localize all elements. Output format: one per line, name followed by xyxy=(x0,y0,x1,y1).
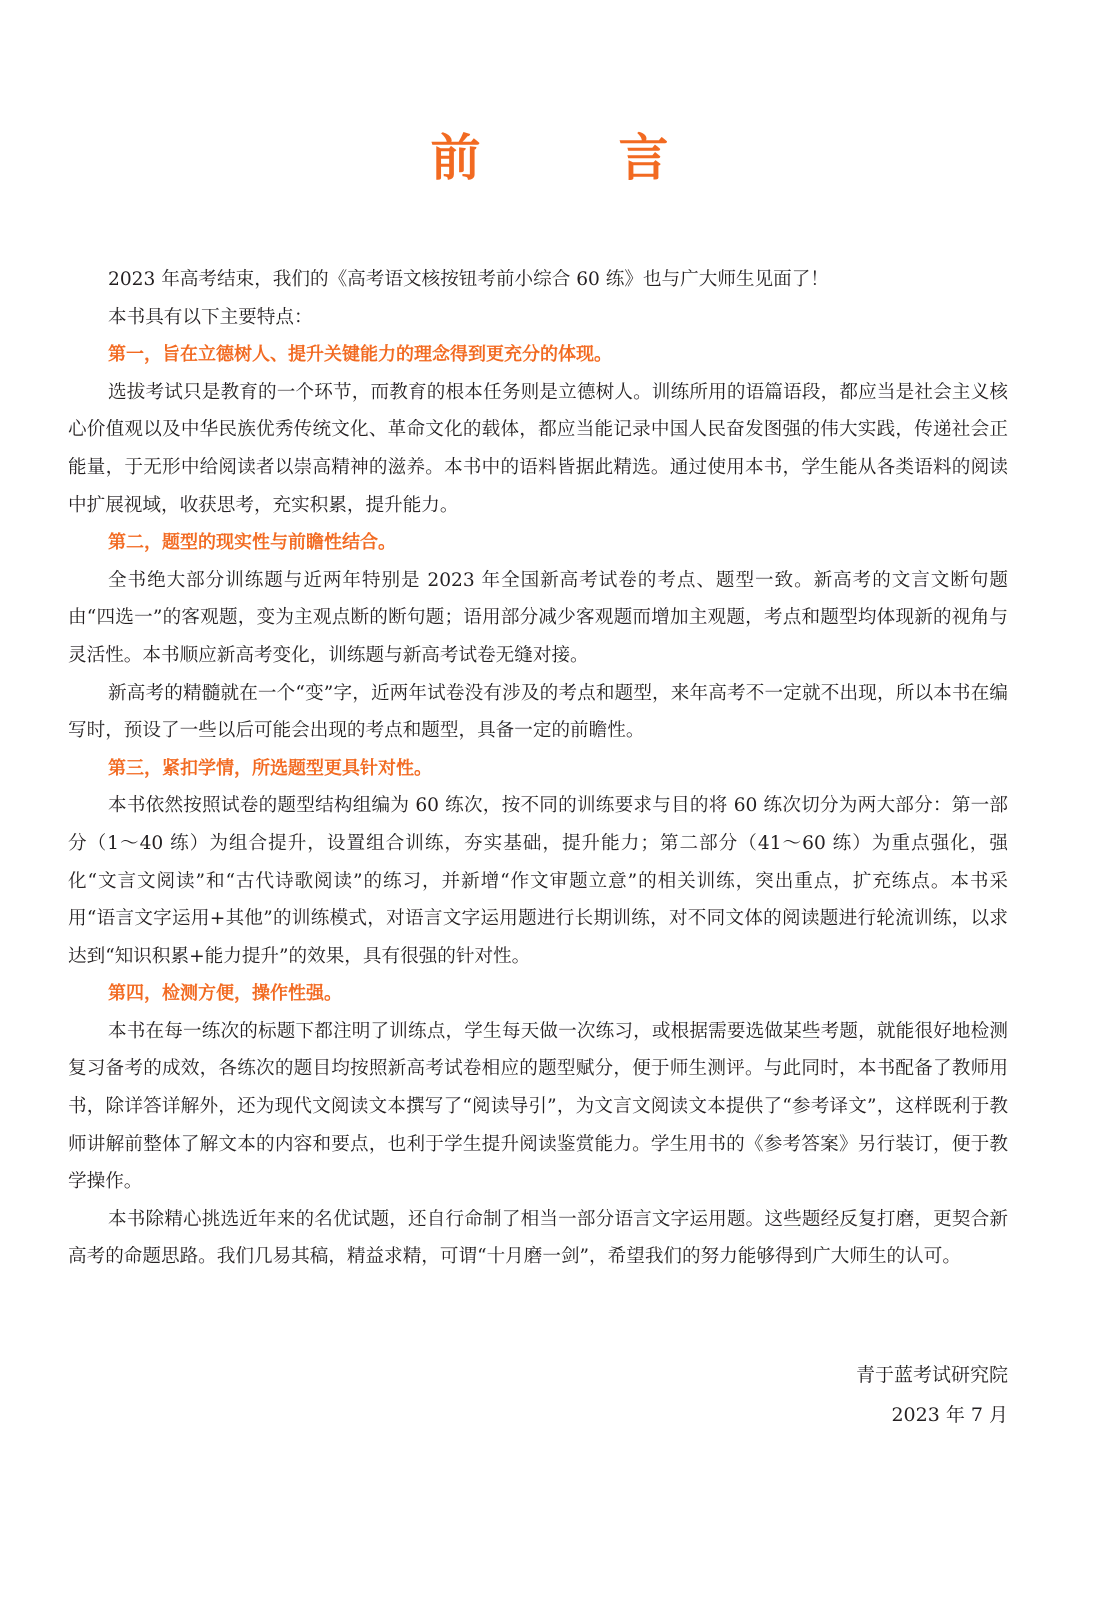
page-title xyxy=(0,120,1099,196)
section-heading: 第二，题型的现实性与前瞻性结合。 xyxy=(108,532,396,554)
signature-block xyxy=(856,1355,1008,1435)
section-heading: 第三，紧扣学情，所选题型更具针对性。 xyxy=(108,757,432,779)
title-char-2: 言 xyxy=(618,129,669,187)
paragraph: 新高考的精髓就在一个“变”字，近两年试卷没有涉及的考点和题型，来年高考不一定就不出现，所以本书在编写时，预设了一些以后可能会出现的考点和题型，具备一定的前瞻性。 xyxy=(68,682,1008,742)
paragraph: 选拔考试只是教育的一个环节，而教育的根本任务则是立德树人。训练所用的语篇语段，都应当是社会主义核心价值观以及中华民族优秀传统文化、革命文化的载体，都应当能记录中国人民奋发图强的伟大实践，传递社会正能量，于无形中给阅读者以崇高精神的滋养。本书中的语料皆据此精选。通过使用本书，学生能从各类语料的阅读中扩展视域，收获思考，充实积累，提升能力。 xyxy=(68,381,1008,516)
paragraph: 本书具有以下主要特点： xyxy=(108,306,313,328)
paragraph: 2023 年高考结束，我们的《高考语文核按钮考前小综合 60 练》也与广大师生见面了！ xyxy=(108,269,829,290)
signature-org: 青于蓝考试研究院 xyxy=(855,1364,1008,1386)
paragraph: 全书绝大部分训练题与近两年特别是 2023 年全国新高考试卷的考点、题型一致。新高考的文言文断句题由“四选一”的客观题，变为主观点断的断句题；语用部分减少客观题而增加主观题，考点和题型均体现新的视角与灵活性。本书顺应新高考变化，训练题与新高考试卷无缝对接。 xyxy=(68,569,1008,666)
preface-body xyxy=(68,261,1008,1276)
signature-date: 2023 年 7 月 xyxy=(891,1404,1008,1426)
section-heading: 第四，检测方便，操作性强。 xyxy=(108,983,342,1005)
paragraph: 本书除精心挑选近年来的名优试题，还自行命制了相当一部分语言文字运用题。这些题经反复打磨，更契合新高考的命题思路。我们几易其稿，精益求精，可谓“十月磨一剑”，希望我们的努力能够得到广大师生的认可。 xyxy=(68,1208,1008,1268)
title-char-1: 前 xyxy=(430,129,481,187)
section-heading: 第一，旨在立德树人、提升关键能力的理念得到更充分的体现。 xyxy=(108,344,612,366)
paragraph: 本书依然按照试卷的题型结构组编为 60 练次，按不同的训练要求与目的将 60 练次切分为两大部分：第一部分（1～40 练）为组合提升，设置组合训练，夯实基础，提升能力；第二部分（41～60 练）为重点强化，强化“文言文阅读”和“古代诗歌阅读”的练习，并新增“作文审题立意”的相关训练，突出重点，扩充练点。本书采用“语言文字运用+其他”的训练模式，对语言文字运用题进行长期训练，对不同文体的阅读题进行轮流训练，以求达到“知识积累+能力提升”的效果，具有很强的针对性。 xyxy=(68,795,1008,967)
paragraph: 本书在每一练次的标题下都注明了训练点，学生每天做一次练习，或根据需要选做某些考题，就能很好地检测复习备考的成效，各练次的题目均按照新高考试卷相应的题型赋分，便于师生测评。与此同时，本书配备了教师用书，除详答详解外，还为现代文阅读文本撰写了“阅读导引”，为文言文阅读文本提供了“参考译文”，这样既利于教师讲解前整体了解文本的内容和要点，也利于学生提升阅读鉴赏能力。学生用书的《参考答案》另行装订，便于教学操作。 xyxy=(68,1020,1008,1193)
